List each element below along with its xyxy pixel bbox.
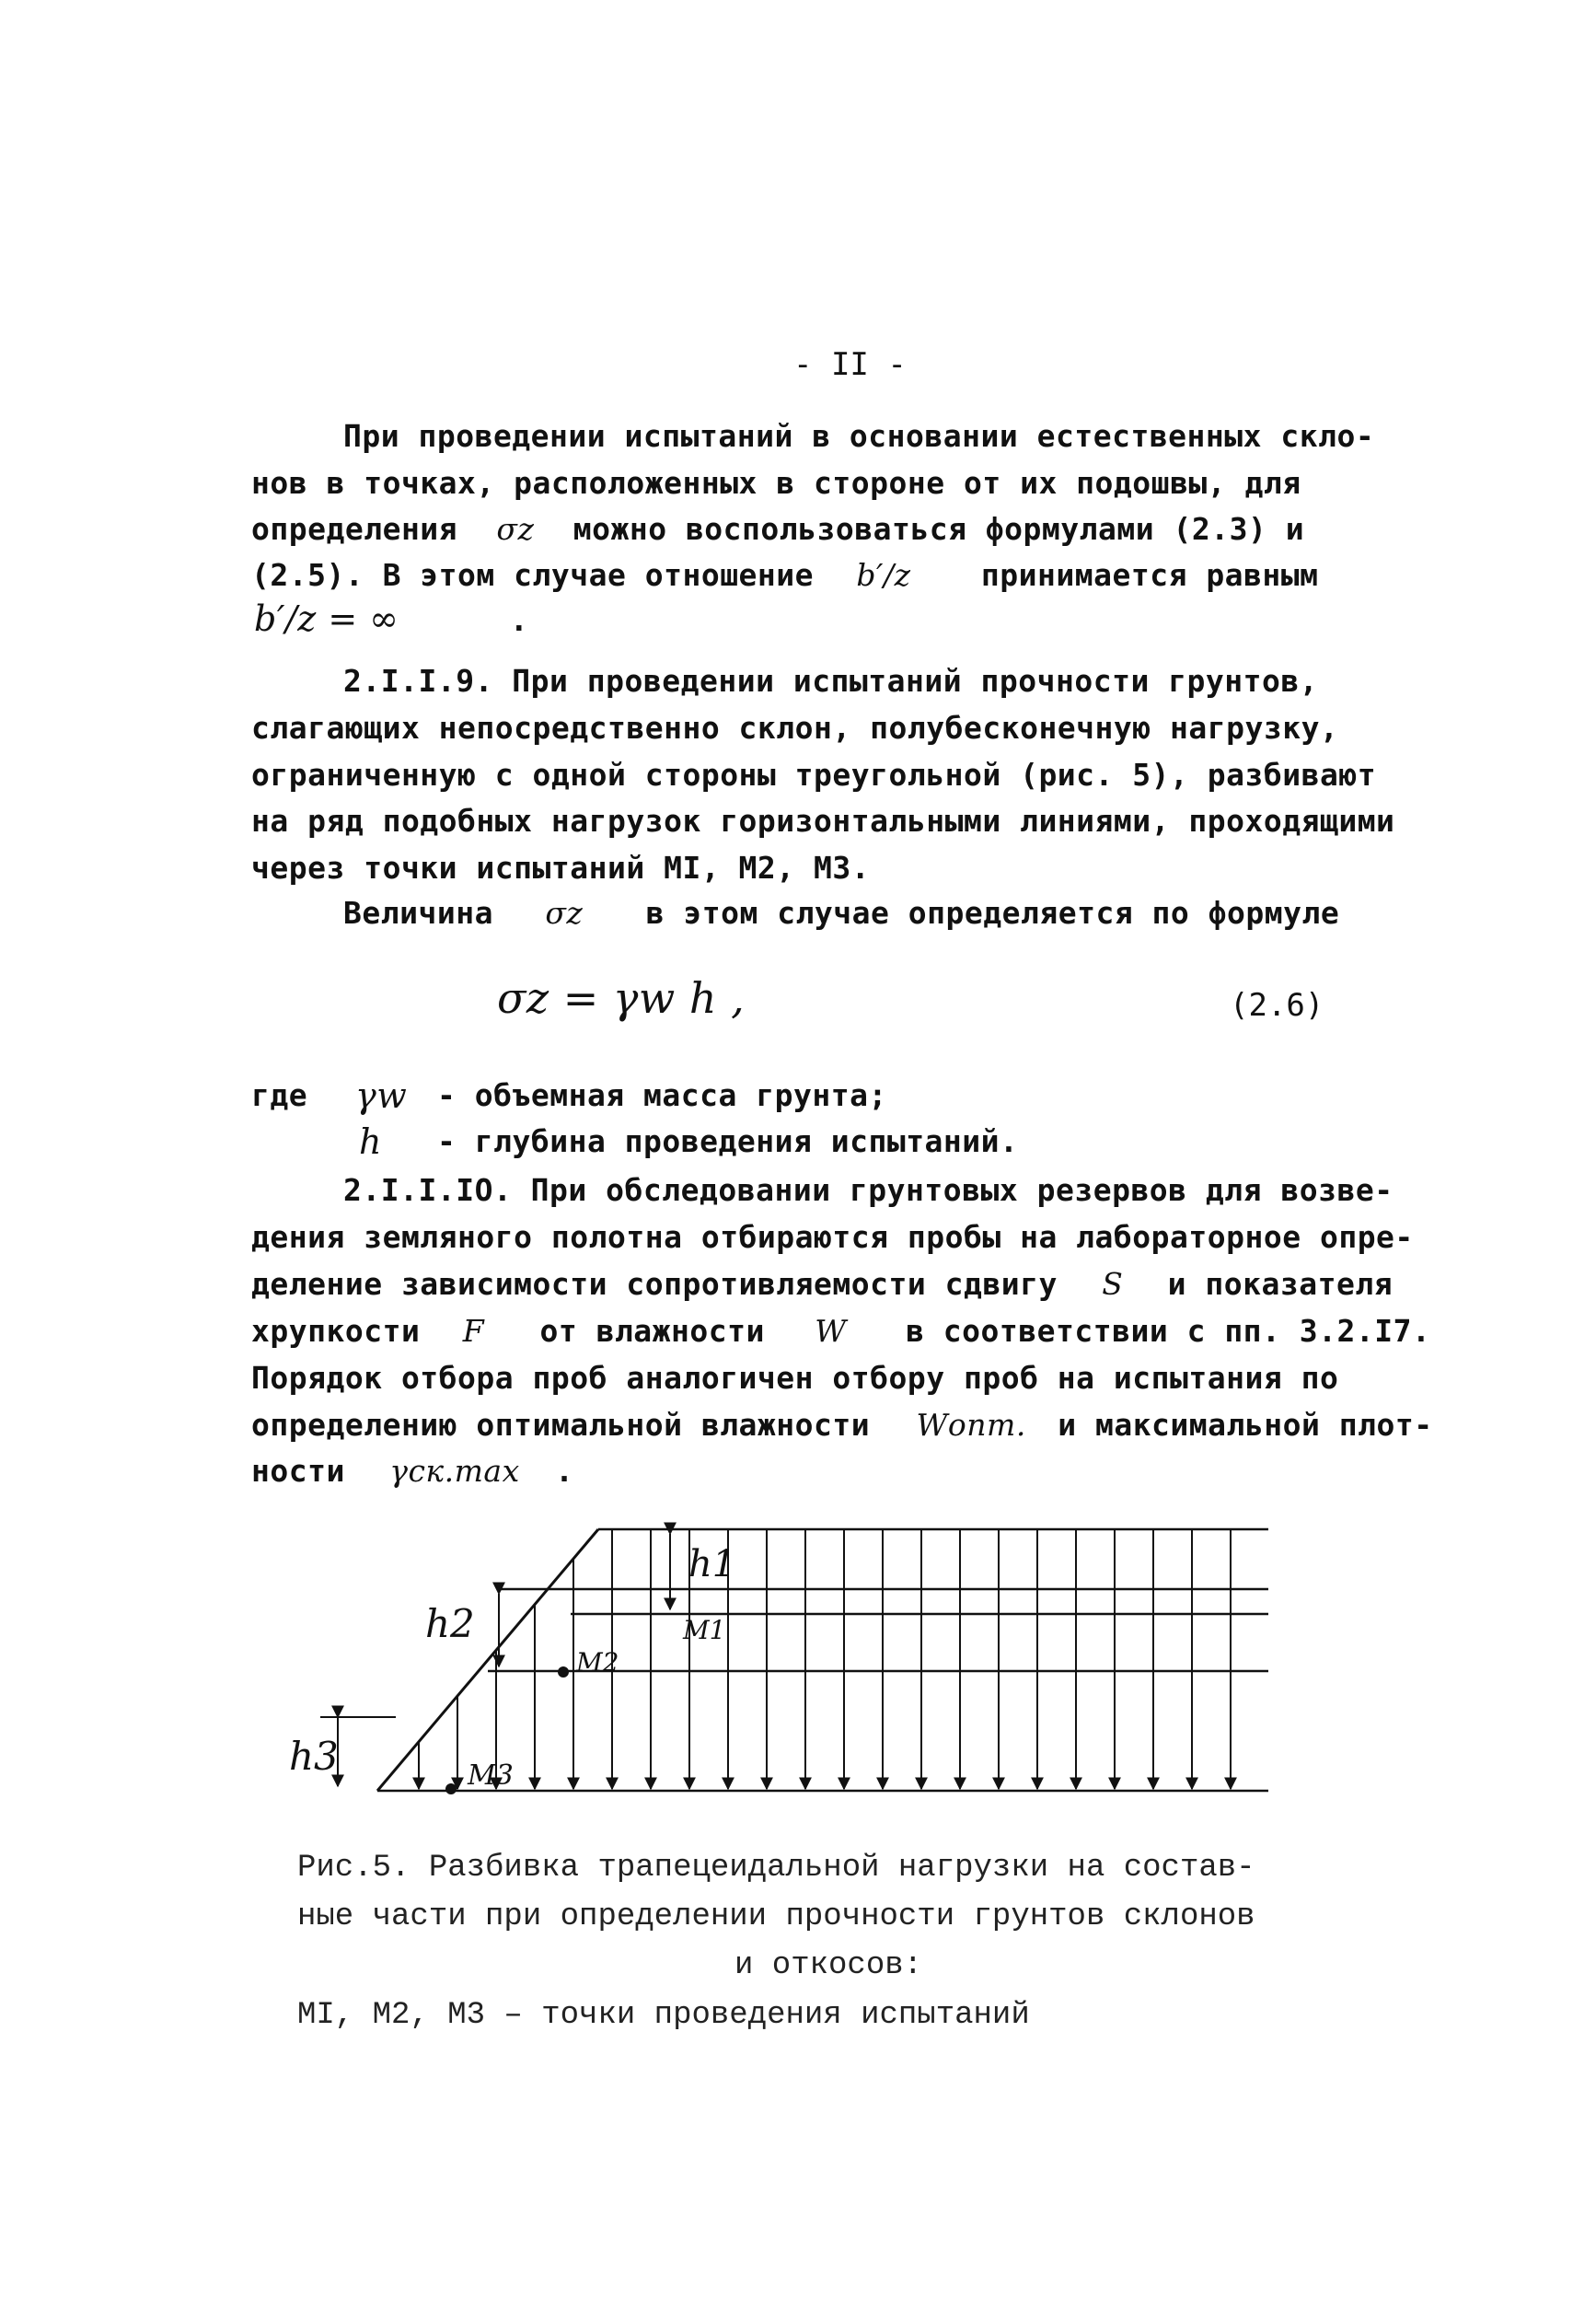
para4-line4-text-c: в соответствии с пп. 3.2.I7. xyxy=(906,1313,1431,1349)
label-h3: h3 xyxy=(289,1734,339,1779)
label-m1: M1 xyxy=(683,1615,726,1645)
para4-line4-text-b: от влажности xyxy=(539,1313,765,1349)
brittleness-symbol: F xyxy=(462,1313,485,1349)
para3-text-a: Величина xyxy=(343,895,493,931)
para4-line7 xyxy=(251,1451,573,1492)
para1-line3-text-a: определения xyxy=(251,511,458,547)
formula-2-6: σz = γw h , xyxy=(497,973,746,1023)
sigma-z-symbol-2: σz xyxy=(545,895,584,931)
caption-line3: и откосов: xyxy=(734,1948,923,1983)
para4-line6-text-a: определению оптимальной влажности xyxy=(251,1407,871,1443)
label-m2: M2 xyxy=(576,1647,619,1678)
caption-line1: Рис.5. Разбивка трапецеидальной нагрузки на состав- xyxy=(297,1851,1255,1886)
para1-line3 xyxy=(251,509,1304,550)
para2-line5: через точки испытаний MI, M2, M3. xyxy=(251,850,871,886)
para4-line3 xyxy=(251,1264,1393,1305)
page-number: - II - xyxy=(793,346,907,383)
test-point-m3 xyxy=(445,1783,457,1794)
para1-line5 xyxy=(254,598,528,641)
label-h2: h2 xyxy=(425,1601,475,1646)
where-label: где xyxy=(251,1077,308,1113)
para4-line6 xyxy=(251,1405,1433,1445)
para1-line4 xyxy=(251,555,1319,596)
optimal-moisture-symbol: Wопт. xyxy=(916,1407,1026,1443)
label-m3: M3 xyxy=(468,1759,514,1792)
ratio-infinity-formula: b′/z = ∞ xyxy=(254,598,399,639)
para1-line4-text-a: (2.5). В этом случае отношение xyxy=(251,557,815,593)
para4-line7-text-b: . xyxy=(555,1453,574,1489)
para2-line2: слагающих непосредственно склон, полубесконечную нагрузку, xyxy=(251,710,1339,746)
para4-line4 xyxy=(251,1311,1430,1352)
para3-line xyxy=(343,893,1339,934)
para4-line6-text-b: и максимальной плот- xyxy=(1058,1407,1433,1443)
where-desc2: - глубина проведения испытаний. xyxy=(437,1123,1019,1159)
para4-line2: дения земляного полотна отбираются пробы на лабораторное опре- xyxy=(251,1219,1414,1255)
h-symbol: h xyxy=(359,1121,382,1162)
horizontal-load-lines xyxy=(377,1529,1268,1791)
para4-line1: 2.I.I.IO. При обследовании грунтовых резервов для возве- xyxy=(343,1172,1394,1208)
para1-line1: При проведении испытаний в основании естественных скло- xyxy=(343,418,1375,454)
para4-line5: Порядок отбора проб аналогичен отбору проб на испытания по xyxy=(251,1360,1339,1396)
para1-line3-text-b: можно воспользоваться формулами (2.3) и xyxy=(572,511,1305,547)
para3-text-b: в этом случае определяется по формуле xyxy=(645,895,1340,931)
ratio-symbol: b′/z xyxy=(856,557,911,593)
para4-line4-text-a: хрупкости xyxy=(251,1313,421,1349)
vertical-load-arrows xyxy=(419,1529,1231,1789)
gamma-w-symbol: γw xyxy=(355,1075,408,1116)
max-density-symbol: γск.max xyxy=(389,1453,520,1489)
caption-line4: MI, M2, M3 – точки проведения испытаний xyxy=(297,1998,1030,2033)
figure-5-load-diagram xyxy=(0,1510,1596,1897)
para2-line3: ограниченную с одной стороны треугольной (рис. 5), разбивают xyxy=(251,757,1377,793)
moisture-symbol: W xyxy=(815,1313,847,1349)
para4-line7-text-a: ности xyxy=(251,1453,345,1489)
caption-line2: ные части при определении прочности грунтов склонов xyxy=(297,1899,1255,1934)
para2-line4: на ряд подобных нагрузок горизонтальными линиями, проходящими xyxy=(251,803,1395,839)
para2-line1: 2.I.I.9. При проведении испытаний прочности грунтов, xyxy=(343,663,1319,699)
where-desc1: - объемная масса грунта; xyxy=(437,1077,887,1113)
para4-line3-text-a: деление зависимости сопротивляемости сдвигу xyxy=(251,1266,1058,1302)
sigma-z-symbol: σz xyxy=(496,511,535,547)
shear-resistance-symbol: S xyxy=(1102,1266,1124,1302)
para4-line3-text-b: и показателя xyxy=(1167,1266,1394,1302)
test-point-m2 xyxy=(558,1666,569,1678)
para1-line5-dot: . xyxy=(509,602,529,638)
formula-number: (2.6) xyxy=(1230,987,1324,1024)
slope-line xyxy=(377,1529,598,1791)
para1-line2: нов в точках, расположенных в стороне от их подошвы, для xyxy=(251,465,1301,501)
para1-line4-text-b: принимается равным xyxy=(980,557,1319,593)
label-h1: h1 xyxy=(688,1543,736,1585)
